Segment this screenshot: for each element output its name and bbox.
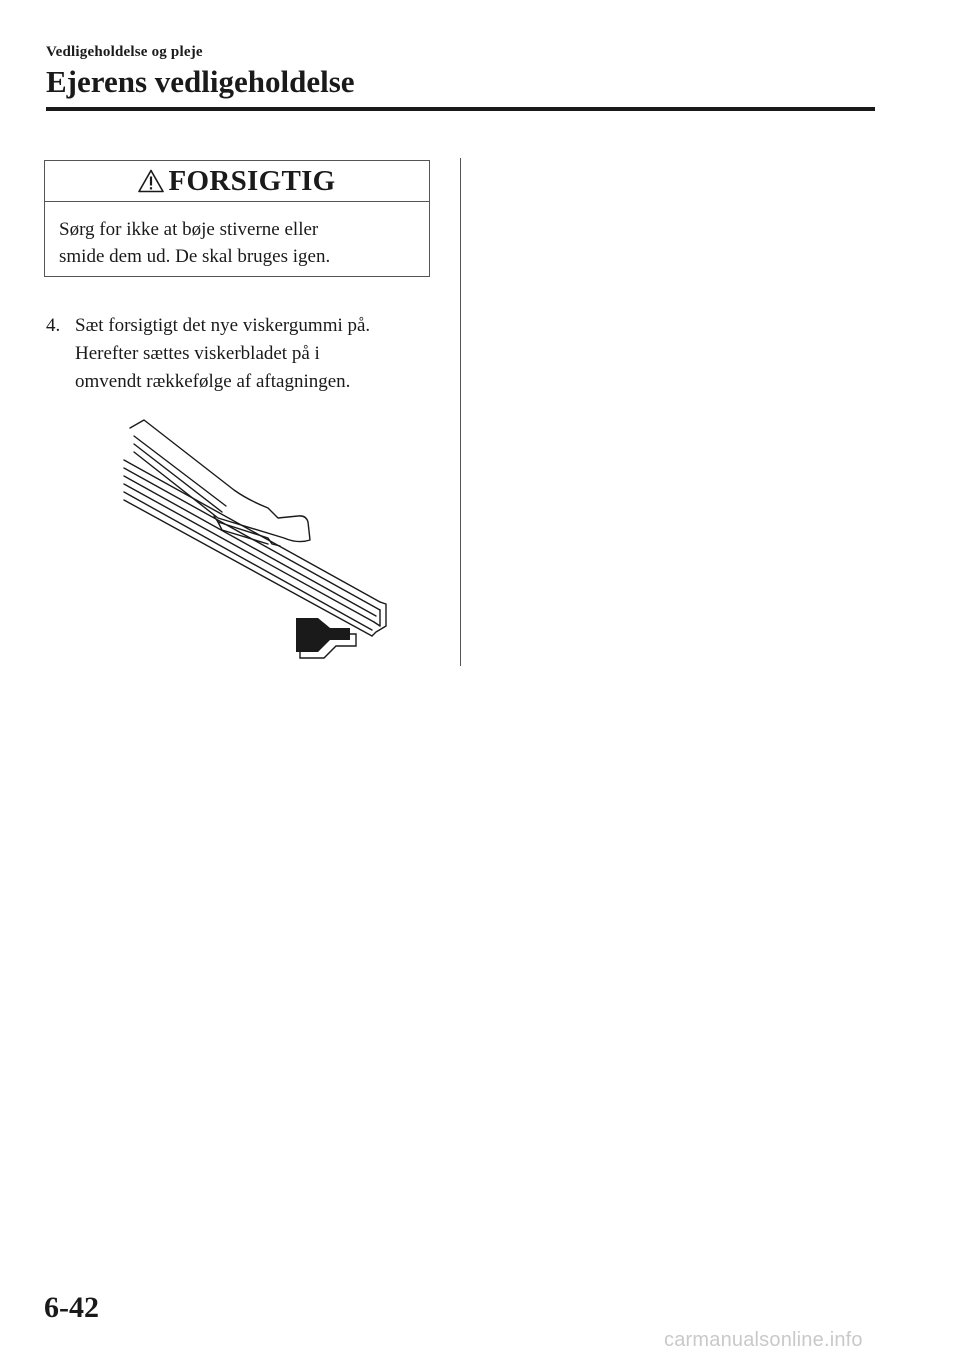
caution-title: FORSIGTIG [168,165,336,197]
chapter-title: Ejerens vedligeholdelse [46,64,355,99]
caution-header [45,161,429,202]
watermark: carmanualsonline.info [664,1329,863,1351]
step-line: Sæt forsigtigt det nye viskergummi på. [75,315,371,336]
caution-line: smide dem ud. De skal bruges igen. [59,246,331,267]
step-line: Herefter sættes viskerbladet på i [75,343,320,364]
blade-rail [124,460,380,602]
caution-line: Sørg for ikke at bøje stiverne eller [59,219,319,240]
insert-direction-arrow-icon [296,618,356,658]
caution-body [45,202,429,270]
column-divider [460,158,461,666]
title-rule [46,107,875,111]
warning-triangle-icon [138,169,164,193]
step-line: omvendt rækkefølge af aftagningen. [75,371,351,392]
caution-box [44,160,430,277]
page-number: 6-42 [44,1291,99,1324]
section-label: Vedligeholdelse og pleje [46,44,203,60]
step-text [75,312,370,396]
step-number: 4. [46,315,61,336]
step-row [46,312,446,396]
wiper-blade-illustration [118,412,398,666]
step-4 [46,312,446,396]
